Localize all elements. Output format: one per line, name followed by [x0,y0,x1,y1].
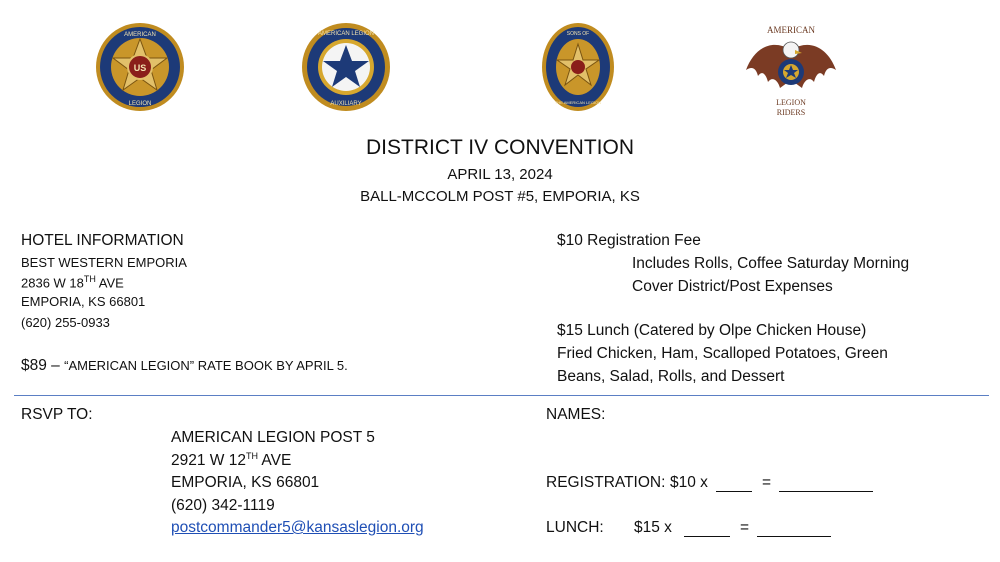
lunch-fee: $15 Lunch (Catered by Olpe Chicken House) [557,322,867,339]
rsvp-address: 2921 W 12TH AVE [171,451,292,470]
registration-detail-1: Includes Rolls, Coffee Saturday Morning [632,255,910,272]
rsvp-label: RSVP TO: [21,406,93,423]
lunch-equals: = [740,519,750,536]
registration-qty-field[interactable] [716,477,752,492]
lunch-price: $15 x [634,519,672,536]
rsvp-email-link[interactable]: postcommander5@kansaslegion.org [171,519,424,536]
auxiliary-top-text: AMERICAN LEGION [317,31,375,37]
riders-top-text: AMERICAN [766,25,816,35]
registration-equals: = [762,474,772,491]
lunch-label: LUNCH: [546,519,604,536]
riders-bottom-text-2: RIDERS [776,108,806,117]
hotel-address: 2836 W 18TH AVE [21,274,124,291]
rsvp-phone: (620) 342-1119 [171,497,275,514]
auxiliary-bottom-text: AUXILIARY [330,101,362,107]
convention-date: APRIL 13, 2024 [447,166,553,183]
hotel-name: BEST WESTERN EMPORIA [21,255,187,270]
hotel-phone: (620) 255-0933 [21,315,110,330]
sons-bottom-text: THE AMERICAN LEGION [554,100,602,105]
rsvp-org: AMERICAN LEGION POST 5 [171,429,375,446]
hotel-city: EMPORIA, KS 66801 [21,294,146,309]
hotel-rate: $89 – “AMERICAN LEGION” RATE BOOK BY APRIL 5. [21,357,348,374]
riders-bottom-text-1: LEGION [776,98,806,107]
lunch-qty-field[interactable] [684,522,730,537]
registration-detail-2: Cover District/Post Expenses [632,278,833,295]
emblem-bottom-text: LEGION [128,101,152,107]
rsvp-city: EMPORIA, KS 66801 [171,474,320,491]
convention-title: DISTRICT IV CONVENTION [366,136,634,159]
registration-price: $10 x [670,474,708,491]
registration-total-field[interactable] [779,477,873,492]
registration-label: REGISTRATION: [546,474,666,491]
lunch-total-field[interactable] [757,522,831,537]
emblem-top-text: AMERICAN [124,32,156,38]
lunch-menu-2: Beans, Salad, Rolls, and Dessert [557,368,785,385]
american-legion-emblem [94,22,186,112]
hotel-heading: HOTEL INFORMATION [21,232,184,249]
sons-of-legion-emblem [541,22,615,112]
sons-top-text: SONS OF [566,31,590,37]
registration-fee: $10 Registration Fee [557,232,701,249]
legion-auxiliary-emblem [300,22,392,112]
section-divider [14,395,989,396]
emblem-center-text: US [133,63,147,73]
names-label: NAMES: [546,406,606,423]
lunch-menu-1: Fried Chicken, Ham, Scalloped Potatoes, Green [557,345,888,362]
legion-riders-logo [742,20,840,120]
convention-venue: BALL-MCCOLM POST #5, EMPORIA, KS [360,188,640,205]
